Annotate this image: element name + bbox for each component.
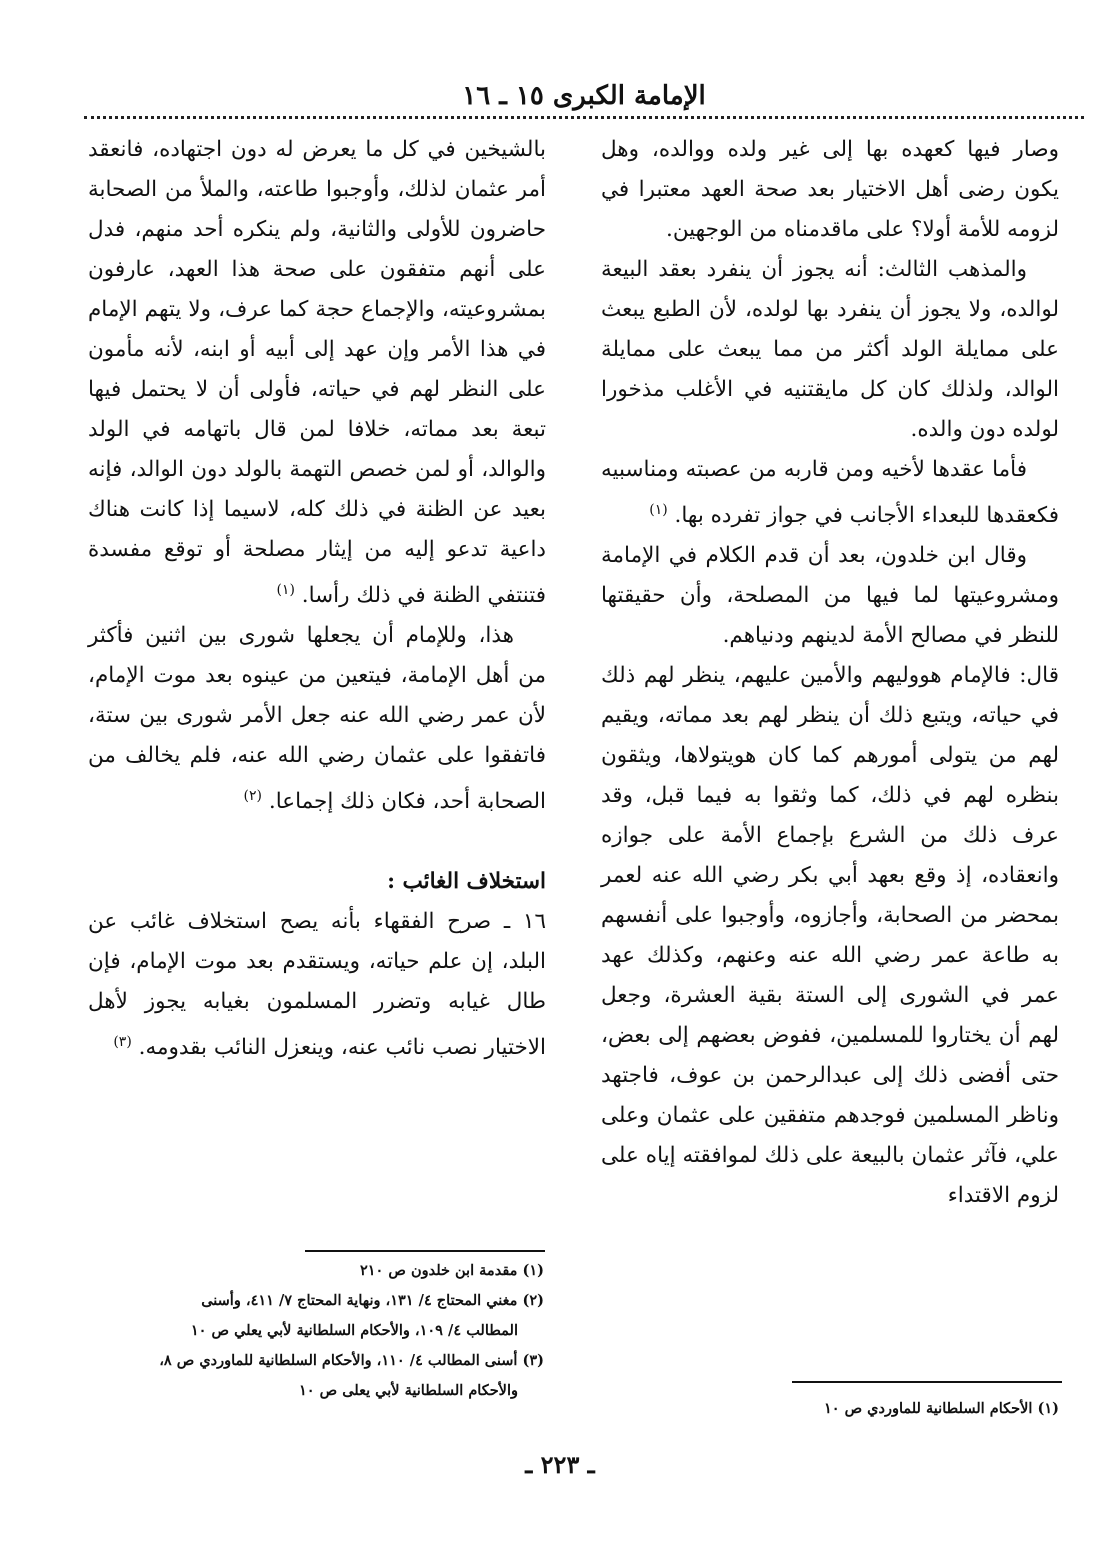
left-paragraph-1 — [88, 130, 546, 616]
footnote-item-continuation: المطالب ٤/ ١٠٩، والأحكام السلطانية لأبي يعلي ص ١٠ — [190, 1322, 518, 1339]
page-header — [84, 78, 1084, 120]
right-paragraph-4: وقال ابن خلدون، بعد أن قدم الكلام في الإمامة ومشروعيتها لما فيها من المصلحة، وأن حقيقتها للنظر في مصالح الأمة لدينهم ودنياهم. — [601, 543, 1059, 649]
right-paragraph-3-text: فأما عقدها لأخيه ومن قاربه من عصبته ومناسبيه فكعقدها للبعداء الأجانب في جواز تفرده بها. — [601, 457, 1059, 529]
footnotes-left — [84, 1256, 544, 1406]
right-paragraph-2: والمذهب الثالث: أنه يجوز أن ينفرد بعقد البيعة لوالده، ولا يجوز أن ينفرد بها لولده، لأن الطبع يبعث على ممايلة الولد أكثر من مما يبعث على ممايلة الوالد، ولذلك كان كل مايقتنيه في الأغلب مذخورا لولده دون والده. — [601, 257, 1059, 442]
header-dotted-rule — [84, 116, 1084, 119]
footnote-item-continuation: والأحكام السلطانية لأبي يعلى ص ١٠ — [298, 1382, 518, 1399]
footnote-separator-right — [792, 1381, 1062, 1383]
footnote-item: (١) الأحكام السلطانية للماوردي ص ١٠ — [823, 1400, 1059, 1417]
footnote-item: (٣) أسنى المطالب ٤/ ١١٠، والأحكام السلطانية للماوردي ص ٨، — [159, 1352, 544, 1369]
page-number: ـ ٢٢٣ ـ — [525, 1450, 595, 1479]
left-paragraph-3-text: ١٦ ـ صرح الفقهاء بأنه يصح استخلاف غائب عن البلد، إن علم حياته، ويستقدم بعد موت الإمام، فإن طال غيابه وتضرر المسلمون بغيابه يجوز لأهل الاختيار نصب نائب عنه، وينعزل النائب بقدومه. — [88, 909, 546, 1061]
left-column — [88, 130, 546, 1068]
footnote-separator-left — [305, 1250, 545, 1252]
footnote-ref: (١) — [649, 502, 668, 518]
left-paragraph-2 — [88, 616, 546, 822]
right-column — [601, 130, 1059, 1216]
right-paragraph-1: وصار فيها كعهده بها إلى غير ولده ووالده، وهل يكون رضى أهل الاختيار بعد صحة العهد معتبرا في لزومه للأمة أولا؟ على ماقدمناه من الوجهين. — [601, 137, 1059, 242]
left-paragraph-3 — [88, 902, 546, 1068]
footnote-ref: (١) — [276, 582, 295, 598]
left-paragraph-1-text: بالشيخين في كل ما يعرض له دون اجتهاده، فانعقد أمر عثمان لذلك، وأوجبوا طاعته، والملأ من الصحابة حاضرون للأولى والثانية، ولم ينكره أحد منهم، فدل على أنهم متفقون على صحة هذا العهد، عارفون بمشروعيته، والإجماع حجة كما عرف، ولا يتهم الإمام في هذا الأمر وإن عهد إلى أبيه أو ابنه، لأنه مأمون على النظر لهم في حياته، فأولى أن لا يحتمل فيها تبعة بعد مماته، خلافا لمن قال باتهامه في الولد والوالد، أو لمن خصص التهمة بالولد دون الوالد، فإنه بعيد عن الظنة في ذلك كله، لاسيما إذا كانت هناك داعية تدعو إليه من إيثار مصلحة أو توقع مفسدة فتنتفي الظنة في ذلك رأسا. — [88, 137, 546, 609]
right-paragraph-5: قال: فالإمام هووليهم والأمين عليهم، ينظر لهم ذلك في حياته، ويتبع ذلك أن ينظر لهم بعد مماته، ويقيم لهم من يتولى أمورهم كما كان هويتولاها، ويثقون بنظره لهم في ذلك، كما وثقوا به فيما قبل، وقد عرف ذلك من الشرع بإجماع الأمة على جوازه وانعقاده، إذ وقع بعهد أبي بكر رضي الله عنه لعمر بمحضر من الصحابة، وأجازوه، وأوجبوا على أنفسهم به طاعة عمر رضي الله عنه وعنهم، وكذلك عهد عمر في الشورى إلى الستة بقية العشرة، وجعل لهم أن يختاروا للمسلمين، ففوض بعضهم إلى بعض، حتى أفضى ذلك إلى عبدالرحمن بن عوف، فاجتهد وناظر المسلمين فوجدهم متفقين على عثمان وعلى علي، فآثر عثمان بالبيعة على ذلك لموافقته إياه على لزوم الاقتداء — [601, 663, 1059, 1209]
footnote-ref: (٣) — [113, 1034, 132, 1051]
footnote-ref: (٢) — [243, 788, 263, 805]
running-title: الإمامة الكبرى ١٥ ـ ١٦ — [462, 81, 706, 111]
footnote-item: (١) مقدمة ابن خلدون ص ٢١٠ — [359, 1262, 544, 1279]
left-paragraph-2-text: هذا، وللإمام أن يجعلها شورى بين اثنين فأكثر من أهل الإمامة، فيتعين من عينوه بعد موت الإمام، لأن عمر رضي الله عنه جعل الأمر شورى بين ستة، فاتفقوا على عثمان رضي الله عنه، فلم يخالف من الصحابة أحد، فكان ذلك إجماعا. — [88, 623, 546, 815]
section-title: استخلاف الغائب : — [387, 869, 546, 895]
footnotes-right — [599, 1394, 1059, 1424]
footnote-item: (٢) مغني المحتاج ٤/ ١٣١، ونهاية المحتاج ٧/ ٤١١، وأسنى — [201, 1292, 544, 1309]
right-paragraph-3 — [601, 450, 1059, 536]
